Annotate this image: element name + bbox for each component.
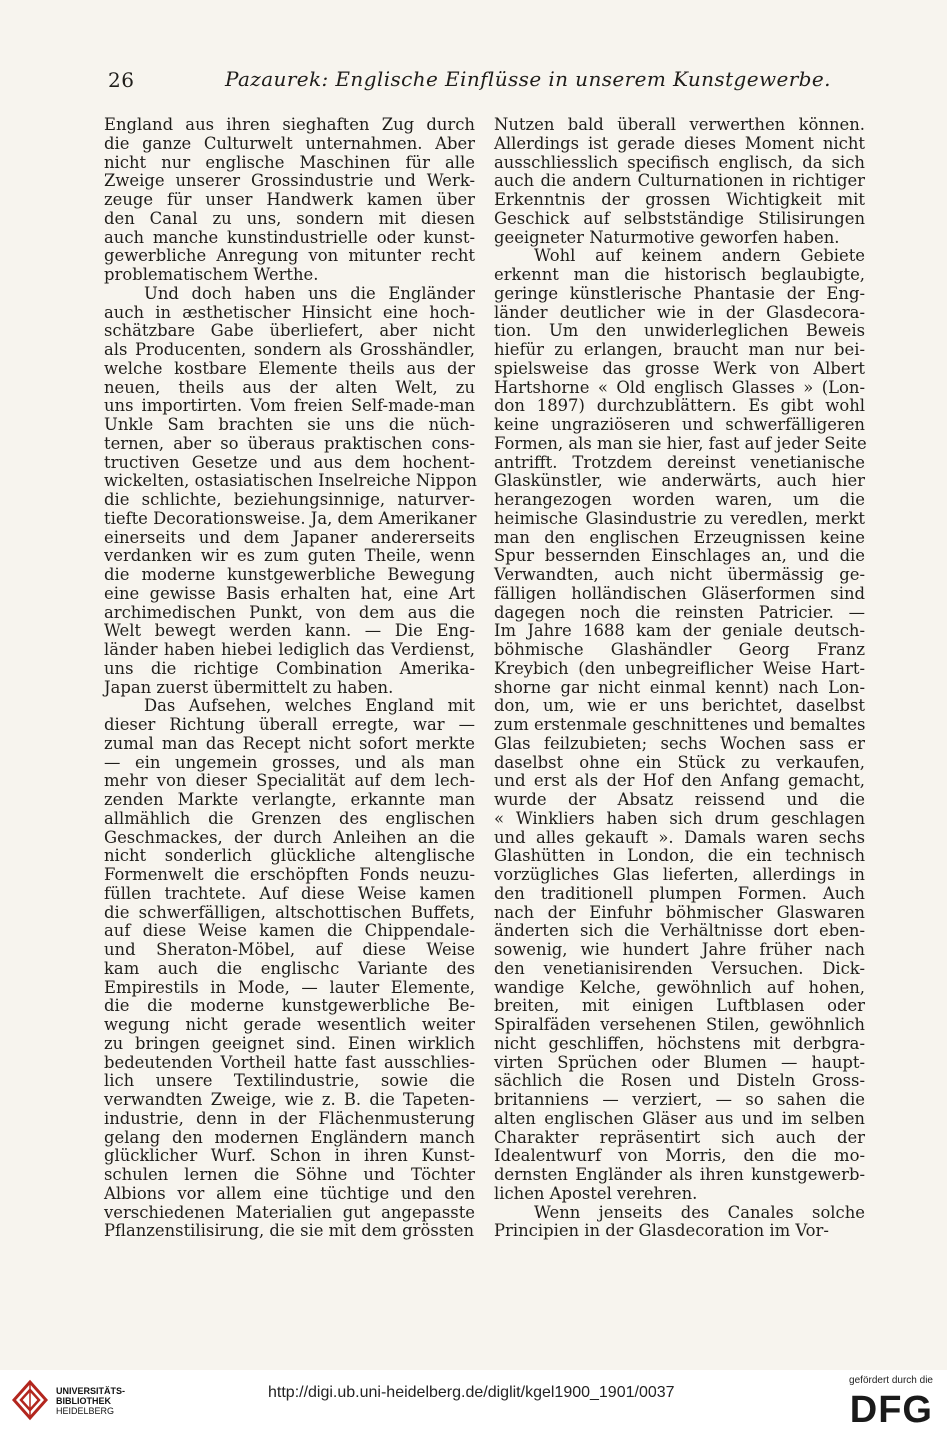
text-line: Zweige unserer Grossindustrie und Werk- (104, 171, 475, 191)
text-line: wandige Kelche, gewöhnlich auf hohen, (494, 977, 865, 997)
text-line: Idealentwurf von Morris, den die mo- (494, 1146, 865, 1166)
text-line: geringe künstlerische Phantasie der Eng- (494, 283, 865, 303)
text-line: tion. Um den unwiderleglichen Beweis (494, 321, 865, 341)
text-line: hiefür zu erlangen, braucht man nur bei- (494, 340, 865, 359)
text-line: nicht geschliffen, höchstens mit derbgra- (494, 1033, 865, 1053)
text-line: problematischem Werthe. (104, 265, 319, 284)
library-name (56, 1386, 125, 1416)
text-line: länder deutlicher wie in der Glasdecora- (494, 302, 865, 322)
dfg-logo: DFG (849, 1389, 933, 1431)
text-line: die schlichte, beziehungsinnige, naturver- (104, 490, 475, 509)
text-line: Allerdings ist gerade dieses Moment nicht (494, 133, 865, 153)
text-line: wurde der Absatz reissend und die (494, 790, 865, 809)
text-line: antrifft. Trotzdem dereinst venetianische (494, 452, 865, 472)
text-line: Glashütten in London, die ein technisch (494, 846, 865, 866)
text-line: Das Aufsehen, welches England mit (144, 696, 475, 716)
text-line: sächlich die Rosen und Disteln Gross- (494, 1071, 865, 1091)
text-line: « Winkliers haben sich drum geschlagen (494, 808, 865, 828)
text-line: vorzügliches Glas lieferten, allerdings in (494, 865, 865, 884)
text-line: Wohl auf keinem andern Gebiete (534, 246, 865, 266)
text-line: don 1897) durchzublättern. Es gibt wohl (494, 396, 865, 416)
left-column (104, 116, 475, 1241)
text-line: auf diese Weise kamen die Chippendale- (104, 921, 475, 941)
text-line: dieser Richtung überall erregte, war — (104, 715, 475, 734)
text-line: zumal man das Recept nicht sofort merkte (104, 733, 475, 753)
text-line: tiefte Decorationsweise. Ja, dem Amerikaner (104, 508, 477, 528)
text-line: spielsweise das grosse Werk von Albert (494, 358, 865, 378)
funding-note: gefördert durch die (849, 1375, 933, 1386)
text-line: Im Jahre 1688 kam der geniale deutsch- (494, 621, 865, 641)
text-line: Empirestils in Mode, — lauter Elemente, (104, 977, 475, 997)
right-column (494, 116, 865, 1241)
text-line: allmählich die Grenzen des englischen (104, 808, 475, 828)
text-line: daselbst ohne ein Stück zu verkaufen, (494, 752, 865, 772)
text-line: heimische Glasindustrie zu veredlen, merkt (494, 508, 865, 528)
text-line: industrie, denn in der Flächenmusterung (104, 1108, 475, 1128)
text-line: erkennt man die historisch beglaubigte, (494, 265, 865, 284)
text-line: den Canal zu uns, sondern mit diesen (104, 208, 475, 228)
text-line: schulen lernen die Söhne und Töchter (104, 1165, 475, 1184)
text-line: Welt bewegt werden kann. — Die Eng- (104, 621, 475, 641)
text-line: einerseits und dem Japaner andererseits (104, 527, 475, 547)
text-line: sowenig, wie hundert Jahre früher nach (494, 940, 865, 959)
text-line: eine gewisse Basis erhalten hat, eine Art (104, 583, 475, 603)
text-line: länder haben hiebei lediglich das Verdienst, (104, 640, 475, 659)
text-line: Principien in der Glasdecoration im Vor- (494, 1221, 829, 1241)
text-line: zum erstenmale geschnittenes und bemaltes (494, 715, 866, 734)
text-line: keine ungraziöseren und schwerfälligeren (494, 415, 865, 434)
text-line: Und doch haben uns die Engländer (144, 283, 475, 303)
text-line: böhmische Glashändler Georg Franz (494, 640, 865, 659)
text-line: herangezogen worden waren, um die (494, 490, 865, 509)
running-title: Pazaurek: Englische Einflüsse in unserem Kunstgewerbe. (225, 67, 831, 91)
text-line: tructiven Gesetze und aus dem hochent- (104, 452, 475, 472)
text-line: Unkle Sam brachten sie uns die nüch- (104, 415, 475, 434)
text-line: ternen, aber so überaus praktischen cons- (104, 433, 475, 453)
text-line: lichen Apostel verehren. (494, 1183, 698, 1203)
text-line: uns die richtige Combination Amerika- (104, 658, 475, 678)
text-line: Glaskünstler, wie anderwärts, auch hier (494, 471, 865, 491)
text-line: bedeutenden Vortheil hatte fast ausschlies- (104, 1052, 475, 1072)
text-line: auch in æsthetischer Hinsicht eine hoch- (104, 302, 475, 322)
permalink-url[interactable]: http://digi.ub.uni-heidelberg.de/diglit/kgel1900_1901/0037 (268, 1384, 675, 1401)
text-line: britanniens — verziert, — so sahen die (494, 1090, 865, 1109)
text-line: Formenwelt die erschöpften Fonds neuzu- (104, 865, 475, 884)
text-line: mehr von dieser Specialität auf dem lech- (104, 771, 475, 791)
text-line: wegung nicht gerade wesentlich weiter (104, 1015, 475, 1034)
text-line: — ein ungemein grosses, und als man (104, 752, 475, 772)
text-line: fälligen holländischen Gläserformen sind (494, 583, 865, 603)
text-line: Erkenntnis der grossen Wichtigkeit mit (494, 190, 865, 209)
text-line: auch die andern Culturnationen in richtiger (494, 171, 865, 191)
text-line: gewerbliche Anregung von mitunter recht (104, 246, 475, 266)
text-line: die moderne kunstgewerbliche Bewegung (104, 565, 475, 584)
text-line: glücklicher Wurf. Schon in ihren Kunst- (104, 1146, 475, 1166)
text-line: den traditionell plumpen Formen. Auch (494, 883, 865, 903)
text-line: don, um, wie er uns berichtet, daselbst (494, 696, 865, 716)
text-line: Kreybich (den unbegreiflicher Weise Hart- (494, 658, 865, 678)
text-line: Hartshorne « Old englisch Glasses » (Lon- (494, 377, 865, 397)
text-line: Charakter repräsentirt sich auch der (494, 1127, 865, 1147)
text-line: dernsten Engländer als ihren kunstgewerb- (494, 1165, 865, 1184)
text-line: und alles gekauft ». Damals waren sechs (494, 827, 865, 847)
text-line: wickelten, ostasiatischen Inselreiche Nippon (104, 471, 477, 491)
text-line: Spur bessernden Einschlages an, und die (494, 546, 865, 566)
text-line: geeigneter Naturmotive geworfen haben. (494, 227, 840, 247)
text-line: nach der Einfuhr böhmischer Glaswaren (494, 902, 865, 922)
text-line: welche kostbare Elemente theils aus der (104, 358, 475, 378)
text-line: verwandten Zweige, wie z. B. die Tapeten- (104, 1090, 475, 1109)
text-line: virten Sprüchen oder Blumen — haupt- (494, 1052, 865, 1072)
text-line: lich unsere Textilindustrie, sowie die (104, 1071, 475, 1091)
text-line: shorne gar nicht einmal kennt) nach Lon- (494, 677, 865, 697)
text-line: als Producenten, sondern als Grosshändler, (104, 340, 475, 359)
text-line: den venetianisirenden Versuchen. Dick- (494, 958, 865, 978)
text-line: verdanken wir es zum guten Theile, wenn (104, 546, 475, 566)
library-logo-icon (10, 1376, 50, 1424)
text-line: Pflanzenstilisirung, die sie mit dem grössten (104, 1221, 475, 1241)
text-line: zenden Markte verlangte, erkannte man (104, 790, 475, 809)
text-line: England aus ihren sieghaften Zug durch (104, 115, 475, 134)
library-name-line: UNIVERSITÄTS- (56, 1386, 126, 1396)
text-line: Formen, als man sie hier, fast auf jeder Seite (494, 433, 867, 453)
text-line: archimedischen Punkt, von dem aus die (104, 602, 475, 622)
text-line: und erst als der Hof den Anfang gemacht, (494, 771, 865, 791)
text-line: Glas feilzubieten; sechs Wochen sass er (494, 733, 865, 753)
text-line: man den englischen Erzeugnissen keine (494, 527, 865, 547)
text-line: gelang den modernen Engländern manch (104, 1127, 475, 1147)
text-line: alten englischen Gläser aus und im selben (494, 1108, 865, 1128)
text-line: zu bringen geeignet sind. Einen wirklich (104, 1033, 475, 1053)
text-line: Japan zuerst übermittelt zu haben. (104, 677, 394, 697)
text-line: Albions vor allem eine tüchtige und den (104, 1183, 475, 1203)
text-line: Geschick auf selbstständige Stilisirungen (494, 208, 865, 228)
text-line: breiten, mit einigen Luftblasen oder (494, 996, 865, 1016)
text-line: Verwandten, auch nicht übermässig ge- (494, 565, 865, 584)
text-line: verschiedenen Materialien gut angepasste (104, 1202, 475, 1222)
text-line: und Sheraton-Möbel, auf diese Weise (104, 940, 475, 959)
text-line: nicht sonderlich glückliche altenglische (104, 846, 475, 866)
library-name-line: BIBLIOTHEK (56, 1396, 111, 1406)
text-line: füllen trachtete. Auf diese Weise kamen (104, 883, 475, 903)
text-line: zeuge für unser Handwerk kamen über (104, 190, 475, 209)
page-number: 26 (108, 68, 135, 92)
text-line: Geschmackes, der durch Anleihen an die (104, 827, 475, 847)
text-line: Nutzen bald überall verwerthen können. (494, 115, 865, 134)
text-line: ausschliesslich specifisch englisch, da sich (494, 152, 865, 172)
text-line: schätzbare Gabe überliefert, aber nicht (104, 321, 475, 341)
text-line: änderten sich die Verhältnisse dort eben- (494, 921, 865, 941)
text-line: die die moderne kunstgewerbliche Be- (104, 996, 475, 1016)
text-line: neuen, theils aus der alten Welt, zu (104, 377, 475, 397)
text-line: die ganze Culturwelt unternahmen. Aber (104, 133, 475, 153)
text-line: uns importirten. Vom freien Self-made-man (104, 396, 475, 416)
text-line: auch manche kunstindustrielle oder kunst- (104, 227, 475, 247)
text-line: dagegen noch die reinsten Patricier. — (494, 602, 865, 622)
text-line: nicht nur englische Maschinen für alle (104, 152, 475, 172)
library-name-line: HEIDELBERG (56, 1406, 115, 1416)
text-line: Wenn jenseits des Canales solche (534, 1202, 865, 1222)
text-line: die schwerfälligen, altschottischen Buffets, (104, 902, 475, 922)
text-line: Spiralfäden versehenen Stilen, gewöhnlich (494, 1015, 865, 1034)
footer-bar (0, 1370, 947, 1435)
text-line: kam auch die englischc Variante des (104, 958, 475, 978)
